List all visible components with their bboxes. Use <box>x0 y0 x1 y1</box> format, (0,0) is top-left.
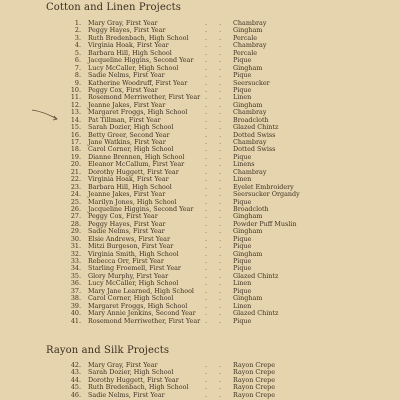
leader-dots: . . <box>205 368 227 377</box>
leader-dots: . . <box>205 108 227 117</box>
student-name: Sadie Nelms, First Year <box>88 71 165 80</box>
leader-dots: . . <box>205 361 227 369</box>
item-number: 39. <box>70 301 81 310</box>
leader-dots: . . <box>205 204 227 213</box>
student-name: Carol Corner, High School <box>88 145 174 154</box>
leader-dots: . . <box>205 145 227 154</box>
item-number: 42. <box>70 361 81 369</box>
item-number: 33. <box>70 257 81 265</box>
leader-dots: . . <box>205 309 227 318</box>
arrow-mark-icon <box>30 108 60 122</box>
fabric-name: Chambray <box>233 167 267 176</box>
item-number: 1. <box>74 19 81 27</box>
fabric-name: Linen <box>233 93 252 102</box>
item-number: 45. <box>70 383 81 392</box>
item-number: 10. <box>70 85 81 94</box>
fabric-name: Powder Puff Muslin <box>233 219 297 228</box>
student-name: Mitzi Burgeson, First Year <box>88 242 174 251</box>
student-name: Jacqueline Higgins, Second Year <box>88 204 194 213</box>
fabric-name: Pique <box>233 264 252 273</box>
leader-dots: . . <box>205 182 227 191</box>
leader-dots: . . <box>205 93 227 102</box>
student-name: Ruth Bredenbach, High School <box>88 383 189 392</box>
item-number: 12. <box>70 100 81 109</box>
student-name: Marilyn Jones, High School <box>88 197 177 206</box>
fabric-name: Eyelet Embroidery <box>233 182 294 191</box>
fabric-name: Linen <box>233 301 252 310</box>
student-name: Sarah Dozier, High School <box>88 123 174 132</box>
item-number: 20. <box>70 160 81 169</box>
student-name: Dianne Brennen, High School <box>88 152 185 161</box>
leader-dots: . . <box>205 130 227 139</box>
leader-dots: . . <box>205 316 227 325</box>
fabric-name: Pique <box>233 257 252 265</box>
section-title-cotton-linen: Cotton and Linen Projects <box>46 2 181 13</box>
item-number: 4. <box>74 41 81 50</box>
item-number: 6. <box>74 56 81 65</box>
leader-dots: . . <box>205 390 227 399</box>
item-number: 32. <box>70 249 81 258</box>
student-name: Margaret Froggs, High School <box>88 301 188 310</box>
student-name: Peggy Cox, First Year <box>88 212 158 221</box>
item-number: 7. <box>74 63 81 72</box>
student-name: Rosemond Merriwether, First Year <box>88 93 201 102</box>
item-number: 44. <box>70 375 81 384</box>
leader-dots: . . <box>205 78 227 87</box>
student-name: Peggy Hayes, First Year <box>88 219 166 228</box>
student-name: Sadie Nelms, First Year <box>88 390 165 399</box>
fabric-name: Linens <box>233 160 255 169</box>
item-number: 18. <box>70 145 81 154</box>
leader-dots: . . <box>205 249 227 258</box>
item-number: 22. <box>70 175 81 184</box>
leader-dots: . . <box>205 227 227 236</box>
leader-dots: . . <box>205 212 227 221</box>
leader-dots: . . <box>205 115 227 124</box>
fabric-name: Dotted Swiss <box>233 130 276 139</box>
fabric-name: Linen <box>233 279 252 288</box>
fabric-name: Chambray <box>233 41 267 50</box>
item-number: 29. <box>70 227 81 236</box>
fabric-name: Rayon Crepe <box>233 383 275 392</box>
fabric-name: Chambray <box>233 19 267 27</box>
item-number: 19. <box>70 152 81 161</box>
student-name: Eleanor McCallum, First Year <box>88 160 185 169</box>
item-number: 14. <box>70 115 81 124</box>
fabric-name: Rayon Crepe <box>233 390 275 399</box>
item-number: 40. <box>70 309 81 318</box>
leader-dots: . . <box>205 123 227 132</box>
fabric-name: Chambray <box>233 108 267 117</box>
leader-dots: . . <box>205 160 227 169</box>
item-number: 43. <box>70 368 81 377</box>
fabric-name: Pique <box>233 56 252 65</box>
leader-dots: . . <box>205 234 227 243</box>
fabric-name: Broadcloth <box>233 204 269 213</box>
leader-dots: . . <box>205 56 227 65</box>
leader-dots: . . <box>205 383 227 392</box>
student-name: Rebecca Orr, First Year <box>88 257 164 265</box>
student-name: Virginia Hoak, First Year <box>88 41 169 50</box>
fabric-name: Glazed Chintz <box>233 271 279 280</box>
leader-dots: . . <box>205 197 227 206</box>
leader-dots: . . <box>205 26 227 35</box>
student-name: Starling Froemell, First Year <box>88 264 181 273</box>
student-name: Sadie Nelms, First Year <box>88 227 165 236</box>
fabric-name: Percale <box>233 48 258 57</box>
fabric-name: Gingham <box>233 212 263 221</box>
item-number: 36. <box>70 279 81 288</box>
item-number: 3. <box>74 33 81 42</box>
leader-dots: . . <box>205 48 227 57</box>
student-name: Mary Annie Jenkins, Second Year <box>88 309 196 318</box>
student-name: Lucy McCaller, High School <box>88 279 179 288</box>
item-number: 24. <box>70 190 81 199</box>
leader-dots: . . <box>205 286 227 295</box>
item-number: 31. <box>70 242 81 251</box>
fabric-name: Gingham <box>233 294 263 303</box>
item-number: 11. <box>70 93 81 102</box>
student-name: Lucy McCaller, High School <box>88 63 179 72</box>
leader-dots: . . <box>205 375 227 384</box>
leader-dots: . . <box>205 41 227 50</box>
item-number: 17. <box>70 138 81 146</box>
leader-dots: . . <box>205 219 227 228</box>
leader-dots: . . <box>205 33 227 42</box>
fabric-name: Pique <box>233 85 252 94</box>
fabric-name: Gingham <box>233 26 263 35</box>
fabric-name: Seersucker Organdy <box>233 190 300 199</box>
student-name: Jeanne Jakes, First Year <box>88 190 166 199</box>
fabric-name: Percale <box>233 33 258 42</box>
item-number: 26. <box>70 204 81 213</box>
item-number: 2. <box>74 26 81 35</box>
leader-dots: . . <box>205 264 227 273</box>
leader-dots: . . <box>205 100 227 109</box>
item-number: 21. <box>70 167 81 176</box>
item-number: 13. <box>70 108 81 117</box>
student-name: Jeanne Jakes, First Year <box>88 100 166 109</box>
student-name: Mary Gray, First Year <box>88 361 158 369</box>
fabric-name: Pique <box>233 197 252 206</box>
student-name: Rosemond Merriwether, First Year <box>88 316 201 325</box>
item-number: 5. <box>74 48 81 57</box>
item-number: 30. <box>70 234 81 243</box>
section-title-rayon-silk: Rayon and Silk Projects <box>46 345 170 356</box>
student-name: Jacqueline Higgins, Second Year <box>88 56 194 65</box>
student-name: Carol Corner, High School <box>88 294 174 303</box>
item-number: 41. <box>70 316 81 325</box>
student-name: Peggy Cox, First Year <box>88 85 158 94</box>
fabric-name: Glazed Chintz <box>233 309 279 318</box>
student-name: Virginia Hoak, First Year <box>88 175 169 184</box>
fabric-name: Pique <box>233 316 252 325</box>
fabric-name: Rayon Crepe <box>233 375 275 384</box>
student-name: Dorothy Huggett, First Year <box>88 167 179 176</box>
item-number: 25. <box>70 197 81 206</box>
item-number: 23. <box>70 182 81 191</box>
fabric-name: Gingham <box>233 63 263 72</box>
student-name: Betty Greer, Second Year <box>88 130 170 139</box>
item-number: 8. <box>74 71 81 80</box>
fabric-name: Gingham <box>233 249 263 258</box>
fabric-name: Rayon Crepe <box>233 361 275 369</box>
fabric-name: Pique <box>233 286 252 295</box>
leader-dots: . . <box>205 301 227 310</box>
leader-dots: . . <box>205 279 227 288</box>
student-name: Ruth Bredenbach, High School <box>88 33 189 42</box>
fabric-name: Pique <box>233 242 252 251</box>
leader-dots: . . <box>205 294 227 303</box>
item-number: 16. <box>70 130 81 139</box>
fabric-name: Seersucker <box>233 78 270 87</box>
leader-dots: . . <box>205 242 227 251</box>
leader-dots: . . <box>205 138 227 146</box>
item-number: 35. <box>70 271 81 280</box>
fabric-name: Chambray <box>233 138 267 146</box>
student-name: Pat Tillman, First Year <box>88 115 161 124</box>
item-number: 28. <box>70 219 81 228</box>
fabric-name: Pique <box>233 152 252 161</box>
leader-dots: . . <box>205 19 227 27</box>
fabric-name: Broadcloth <box>233 115 269 124</box>
student-name: Barbara Hill, High School <box>88 182 172 191</box>
fabric-name: Gingham <box>233 227 263 236</box>
student-name: Mary Jane Learned, High School <box>88 286 194 295</box>
student-name: Virginia Smith, High School <box>88 249 179 258</box>
item-number: 37. <box>70 286 81 295</box>
fabric-name: Rayon Crepe <box>233 368 275 377</box>
fabric-name: Gingham <box>233 100 263 109</box>
student-name: Glory Murphy, First Year <box>88 271 169 280</box>
leader-dots: . . <box>205 175 227 184</box>
student-name: Peggy Hayes, First Year <box>88 26 166 35</box>
item-number: 46. <box>70 390 81 399</box>
fabric-name: Dotted Swiss <box>233 145 276 154</box>
student-name: Mary Gray, First Year <box>88 19 158 27</box>
student-name: Elsie Andrews, First Year <box>88 234 171 243</box>
fabric-name: Glazed Chintz <box>233 123 279 132</box>
item-number: 27. <box>70 212 81 221</box>
leader-dots: . . <box>205 85 227 94</box>
fabric-name: Pique <box>233 234 252 243</box>
item-number: 9. <box>74 78 81 87</box>
student-name: Katherine Woodruff, First Year <box>88 78 188 87</box>
leader-dots: . . <box>205 190 227 199</box>
fabric-name: Pique <box>233 71 252 80</box>
fabric-name: Linen <box>233 175 252 184</box>
leader-dots: . . <box>205 167 227 176</box>
item-number: 15. <box>70 123 81 132</box>
item-number: 38. <box>70 294 81 303</box>
student-name: Sarah Dozier, High School <box>88 368 174 377</box>
leader-dots: . . <box>205 63 227 72</box>
leader-dots: . . <box>205 152 227 161</box>
student-name: Dorothy Huggett, First Year <box>88 375 179 384</box>
student-name: Jane Watkins, First Year <box>88 138 166 146</box>
leader-dots: . . <box>205 71 227 80</box>
item-number: 34. <box>70 264 81 273</box>
student-name: Margaret Froggs, High School <box>88 108 188 117</box>
student-name: Barbara Hill, High School <box>88 48 172 57</box>
leader-dots: . . <box>205 257 227 265</box>
leader-dots: . . <box>205 271 227 280</box>
